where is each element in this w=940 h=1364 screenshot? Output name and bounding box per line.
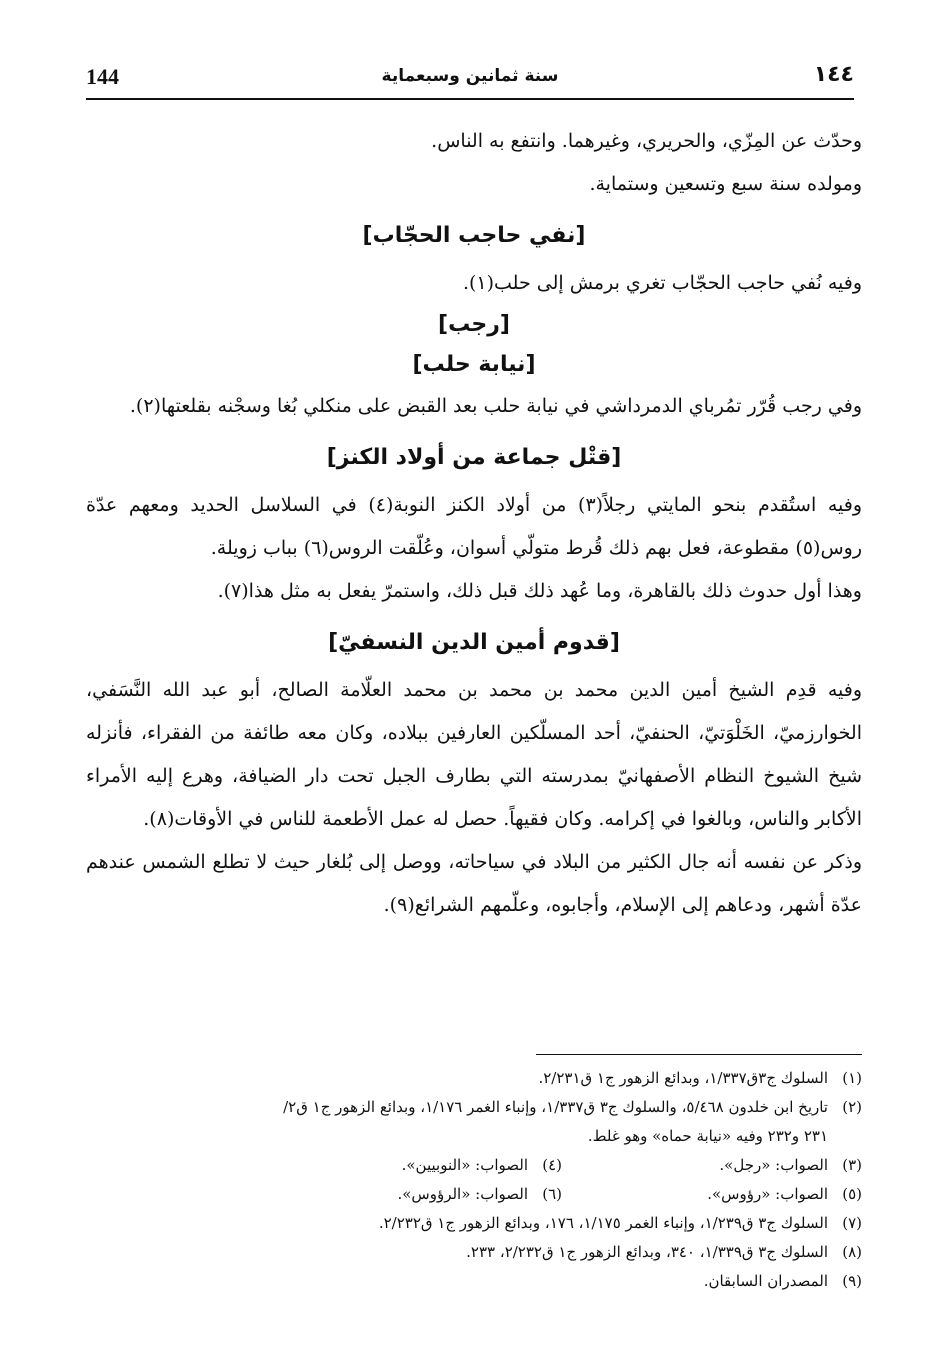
footnote-text: الصواب: «النوبيين». [401, 1156, 528, 1174]
footnote-text: المصدران السابقان. [703, 1272, 828, 1290]
footnote-rule [536, 1054, 862, 1055]
paragraph: وفيه قدِم الشيخ أمين الدين محمد بن محمد بن محمد العلّامة الصالح، أبو عبد الله النَّسَفي، الخوارزميّ، الخَلْوَتيّ، الحنفيّ، أحد المسلّكين العارفين ببلاده، وكان معه طائفة من الفقراء، فأنزله شيخ الشيوخ النظام الأصفهانيّ بمدرسته التي بطارف الجبل تحت دار الضيافة، وهرع إليه الأمراء الأكابر والناس، وبالغوا في إكرامه. وكان فقيهاً. حصل له عمل الأطعمة للناس في الأوقات(٨). [86, 679, 862, 830]
footnote [150, 1238, 862, 1267]
page-number-latin: 144 [86, 64, 119, 89]
footnote [150, 1093, 862, 1122]
footnote-text: الصواب: «الرؤوس». [397, 1185, 528, 1203]
paragraph: ومولده سنة سبع وتسعين وستماية. [589, 173, 862, 195]
main-text [86, 120, 862, 927]
section-heading: [قتْل جماعة من أولاد الكنز] [326, 445, 622, 470]
page-number-arabic: ١٤٤ [813, 62, 854, 87]
footnotes [150, 1064, 862, 1296]
footnote-number: (٦) [542, 1185, 562, 1203]
section-heading: [نيابة حلب] [412, 352, 536, 377]
footnote [262, 1151, 562, 1180]
footnote-text: السلوك ج٣ ق١/٢٣٩، وإنباء الغمر ١/١٧٥، ١٧٦، وبدائع الزهور ج١ ق٢/٢٣٢. [378, 1214, 828, 1232]
footnote-number: (٨) [842, 1243, 862, 1261]
footnote-pair [150, 1151, 862, 1180]
month-heading: [رجب] [438, 312, 510, 337]
footnote-text: الصواب: «رؤوس». [707, 1185, 828, 1203]
footnote-number: (٥) [842, 1185, 862, 1203]
header-rule [86, 98, 854, 100]
footnote-number: (٢) [842, 1098, 862, 1116]
paragraph: وذكر عن نفسه أنه جال الكثير من البلاد في سياحاته، ووصل إلى بُلغار حيث لا تطلع الشمس عندهم عدّة أشهر، ودعاهم إلى الإسلام، وأجابوه، وعلّمهم الشرائع(٩). [86, 851, 862, 916]
running-header [86, 62, 854, 98]
footnote-text: السلوك ج٣ ق١/٣٣٩، ٣٤٠، وبدائع الزهور ج١ ق٢/٢٣٢، ٢٣٣. [466, 1243, 828, 1261]
footnote-text: السلوك ج٣ق١/٣٣٧، وبدائع الزهور ج١ ق٢/٢٣١. [538, 1069, 828, 1087]
footnote-pair [150, 1180, 862, 1209]
paragraph: وفيه استُقدم بنحو المايتي رجلاً(٣) من أولاد الكنز النوبة(٤) في السلاسل الحديد ومعهم عدّة روس(٥) مقطوعة، فعل بهم ذلك قُرط متولّي أسوان، وعُلّقت الروس(٦) بباب زويلة. [86, 494, 862, 559]
footnote [150, 1209, 862, 1238]
footnote [262, 1180, 562, 1209]
footnote [562, 1151, 862, 1180]
paragraph: وفي رجب قُرّر تمُرباي الدمرداشي في نيابة حلب بعد القبض على منكلي بُغا وسجْنه بقلعتها(٢). [129, 395, 862, 417]
section-heading: [قدوم أمين الدين النسفيّ] [328, 630, 620, 655]
footnote-text: الصواب: «رجل». [719, 1156, 828, 1174]
footnote [150, 1267, 862, 1296]
paragraph: وهذا أول حدوث ذلك بالقاهرة، وما عُهد ذلك قبل ذلك، واستمرّ يفعل به مثل هذا(٧). [217, 580, 862, 602]
footnote-continuation: ٢٣١ و٢٣٢ وفيه «نيابة حماه» وهو غلط. [587, 1127, 828, 1145]
footnote-number: (٩) [842, 1272, 862, 1290]
footnote [562, 1180, 862, 1209]
footnote-number: (٣) [842, 1156, 862, 1174]
footnote-number: (٤) [542, 1156, 562, 1174]
paragraph: وحدّث عن المِزّي، والحريري، وغيرهما. وانتفع به الناس. [431, 130, 862, 152]
footnote [150, 1064, 862, 1093]
paragraph: وفيه نُفي حاجب الحجّاب تغري برمش إلى حلب(١). [462, 272, 862, 294]
footnote-number: (٧) [842, 1214, 862, 1232]
section-heading: [نفي حاجب الحجّاب] [362, 223, 586, 248]
running-title: سنة ثمانين وسبعماية [381, 66, 559, 86]
footnote-number: (١) [842, 1069, 862, 1087]
footnote-text: تاريخ ابن خلدون ٥/٤٦٨، والسلوك ج٣ ق١/٣٣٧، وإنباء الغمر ١/١٧٦، وبدائع الزهور ج١ ق٢/ [283, 1098, 828, 1116]
